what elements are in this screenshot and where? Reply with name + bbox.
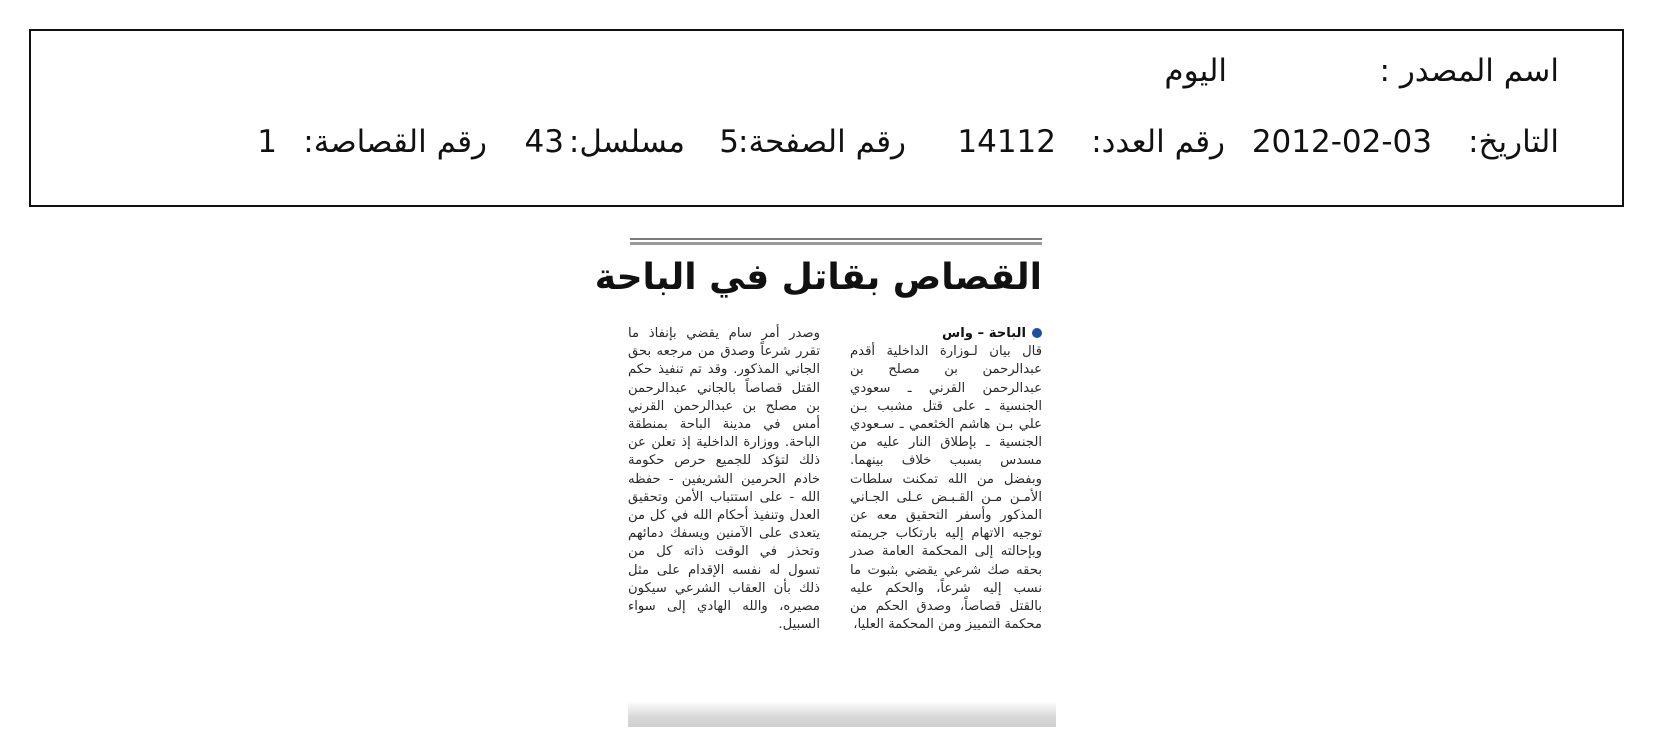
issue-label: رقم العدد:	[1091, 124, 1225, 160]
serial-value: 43	[524, 124, 564, 160]
source-value: اليوم	[1164, 53, 1227, 89]
page-value: 5	[719, 124, 739, 160]
date-value: 2012-02-03	[1251, 124, 1432, 160]
clipping-bottom-fade	[628, 701, 1056, 727]
header-rule	[630, 238, 1042, 245]
bullet-dot-icon	[1032, 328, 1042, 338]
clip-label: رقم القصاصة:	[303, 124, 487, 160]
article-column-left	[628, 325, 820, 634]
article-column-1-text: قال بيان لـوزارة الداخلية أقدم عبدالرحمن بن مصلح بن عبدالرحمن القرني ـ سعودي الجنسية ـ على قتل مشبب بـن علي بـن هاشم الخثعمي ـ سـعودي الجنسية ـ بإطلاق النار عليه من مسدس بسبب خلاف بينهما. وبفضل من الله تمكنت سلطات الأمـن مـن القـبـض عـلى الجـاني المذكور وأسفر التحقيق معه عن توجيه الاتهام إليه بارتكاب جريمته وبإحالته إلى المحكمة العامة صدر بحقه صك شرعي يقضي بثبوت ما نسب إليه شرعاً، والحكم عليه بالقتل قصاصاً، وصدق الحكم من محكمة التمييز ومن المحكمة العليا،	[850, 344, 1042, 633]
page-label: رقم الصفحة:	[738, 124, 906, 160]
article-column-2-text: وصدر أمر سام يقضي بإنفاذ ما تقرر شرعاً وصدق من مرجعه بحق الجاني المذكور. وقد تم تنفيذ حكم القتل قصاصاً بالجاني عبدالرحمن بن مصلح بن عبدالرحمن القرني أمس في مدينة الباحة بمنطقة الباحة. ووزارة الداخلية إذ تعلن عن ذلك لتؤكد للجميع حرص حكومة خادم الحرمين الشريفين - حفظه الله - على استتباب الأمن وتحقيق العدل وتنفيذ أحكام الله في كل من يتعدى على الآمنين ويسفك دمائهم وتحذر في الوقت ذاته كل من تسول له نفسه الإقدام على مثل ذلك بأن العقاب الشرعي سيكون مصيره، والله الهادي إلى سواء السبيل.	[628, 326, 820, 633]
clip-value: 1	[257, 124, 277, 160]
metadata-box	[29, 29, 1624, 207]
issue-value: 14112	[957, 124, 1056, 160]
serial-label: مسلسل:	[568, 124, 685, 160]
article-column-right	[850, 325, 1042, 634]
date-label: التاريخ:	[1468, 124, 1559, 160]
article-headline: القصاص بقاتل في الباحة	[594, 257, 1042, 298]
article-byline-line	[850, 325, 1042, 343]
newspaper-clipping	[594, 237, 1056, 727]
article-byline: الباحة – واس	[942, 326, 1026, 341]
source-label: اسم المصدر :	[1379, 53, 1559, 89]
